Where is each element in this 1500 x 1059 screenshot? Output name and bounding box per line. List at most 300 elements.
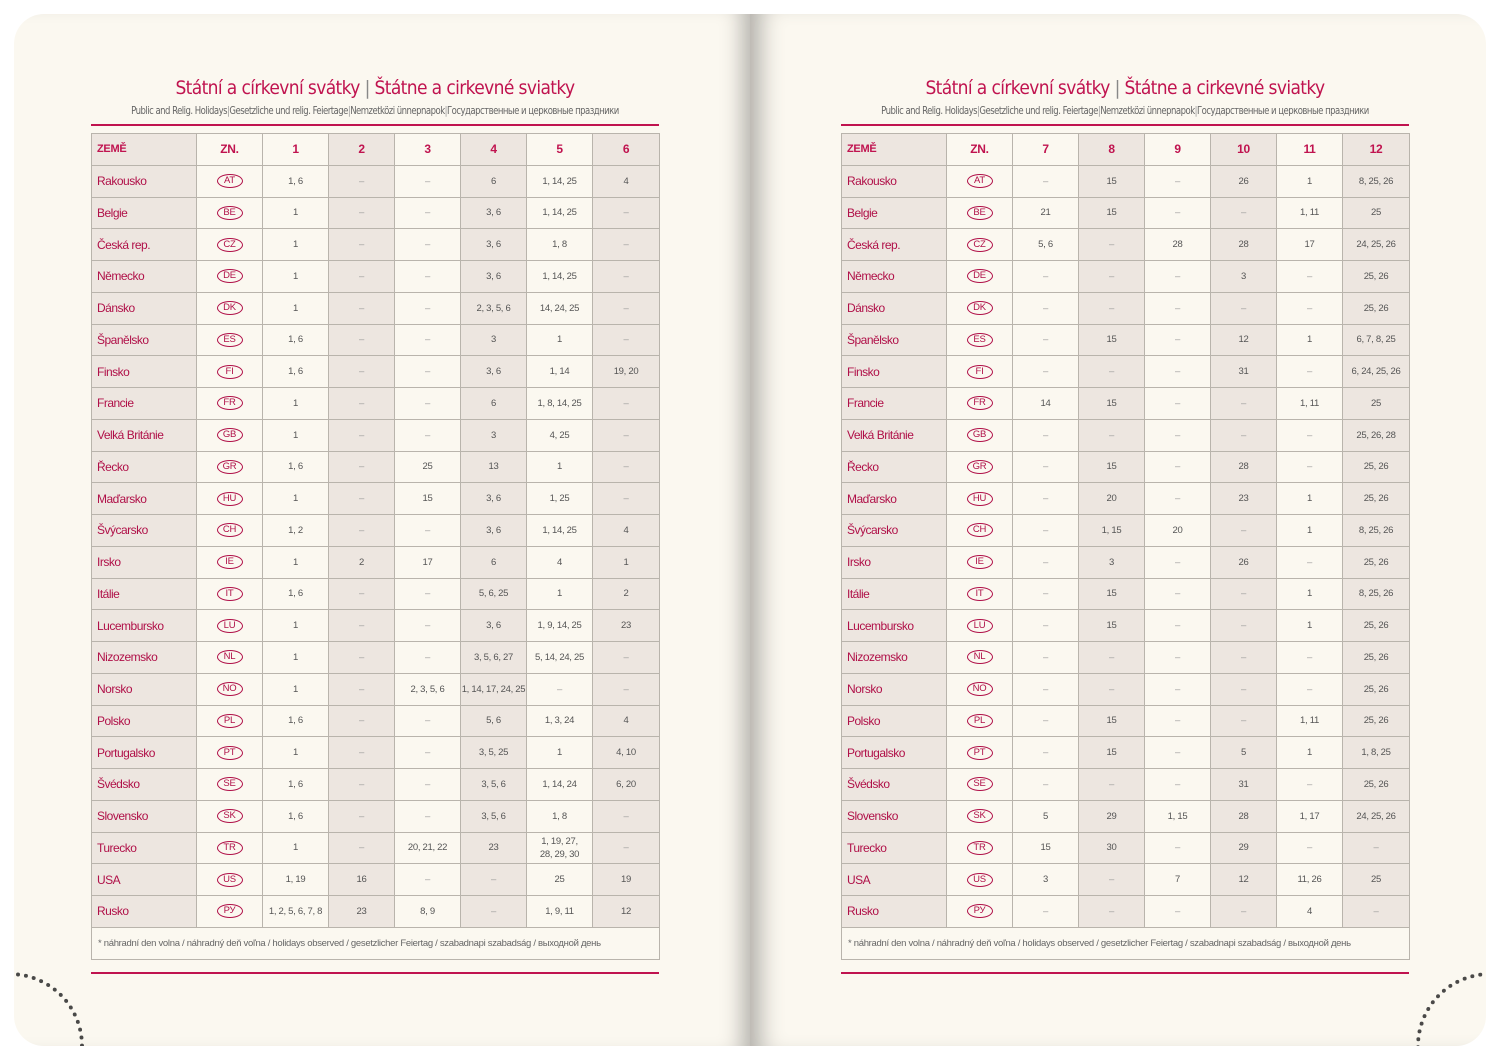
holiday-cell: 3, 5, 25	[461, 737, 527, 769]
holiday-cell: –	[329, 642, 395, 674]
country-code-badge: PL	[217, 714, 243, 728]
country-name: Finsko	[842, 356, 947, 388]
table-row	[842, 769, 1410, 801]
holiday-cell: –	[1145, 292, 1211, 324]
footer-rule	[91, 972, 659, 974]
header-month: 4	[461, 134, 527, 166]
holiday-cell: –	[593, 229, 660, 261]
subtitle-hu: Nemzetközi ünnepnapok	[350, 104, 445, 117]
country-name: Belgie	[92, 197, 197, 229]
holiday-cell: –	[1277, 356, 1343, 388]
holiday-cell: –	[329, 705, 395, 737]
table-row	[92, 737, 660, 769]
holiday-cell: 25, 26	[1343, 261, 1410, 293]
holiday-cell: –	[1277, 292, 1343, 324]
page-subtitle	[131, 103, 619, 119]
holiday-cell: –	[395, 419, 461, 451]
holiday-cell: 1, 11	[1277, 388, 1343, 420]
country-code-badge: PT	[967, 746, 993, 760]
country-code-cell	[197, 388, 263, 420]
holiday-cell: 3	[1079, 546, 1145, 578]
country-code-cell	[197, 642, 263, 674]
table-row	[92, 229, 660, 261]
country-code-cell	[197, 737, 263, 769]
country-name: Nizozemsko	[92, 642, 197, 674]
holiday-cell: –	[527, 673, 593, 705]
holiday-cell: 1, 8, 25	[1343, 737, 1410, 769]
country-code-badge: AT	[217, 174, 243, 188]
country-name: Švýcarsko	[92, 515, 197, 547]
holiday-cell: –	[593, 800, 660, 832]
holiday-cell: 26	[1211, 165, 1277, 197]
country-code-badge: РУ	[217, 904, 243, 918]
holiday-cell: –	[329, 515, 395, 547]
holiday-cell: 1, 8	[527, 800, 593, 832]
country-code-badge: DK	[217, 301, 243, 315]
country-name: Irsko	[92, 546, 197, 578]
subtitle-de: Gesetzliche und relig. Feiertage	[229, 104, 348, 117]
table-row	[842, 356, 1410, 388]
holiday-cell: –	[593, 261, 660, 293]
subtitle-separator: |	[227, 104, 230, 117]
holiday-cell: –	[395, 705, 461, 737]
holiday-cell: –	[329, 451, 395, 483]
country-code-badge: РУ	[967, 904, 993, 918]
holiday-cell: 15	[1079, 388, 1145, 420]
holiday-cell: 1, 6	[263, 356, 329, 388]
table-row	[842, 578, 1410, 610]
holiday-cell: 20	[1145, 515, 1211, 547]
holiday-cell: –	[1079, 419, 1145, 451]
holiday-cell: 1, 15	[1145, 800, 1211, 832]
holiday-cell: 25, 26	[1343, 610, 1410, 642]
holiday-cell: 1	[263, 832, 329, 864]
footnote: * náhradní den volna / náhradný deň voľna / holidays observed / gesetzlicher Feiertag / szabadnapi szabadság / выходной день	[842, 927, 1410, 959]
country-code-badge: BE	[967, 206, 993, 220]
holiday-cell: –	[1277, 546, 1343, 578]
country-code-badge: FI	[217, 365, 243, 379]
holiday-cell: –	[329, 229, 395, 261]
holiday-cell: 11, 26	[1277, 864, 1343, 896]
country-code-badge: DE	[967, 269, 993, 283]
holiday-cell: 6	[461, 546, 527, 578]
holiday-cell: –	[1145, 165, 1211, 197]
table-row	[842, 229, 1410, 261]
country-code-cell	[197, 229, 263, 261]
subtitle-separator: |	[1194, 104, 1197, 117]
holiday-cell: 26	[1211, 546, 1277, 578]
header-month: 3	[395, 134, 461, 166]
holiday-cell: 30	[1079, 832, 1145, 864]
country-code-cell	[947, 229, 1013, 261]
table-row	[842, 197, 1410, 229]
holiday-cell: –	[329, 737, 395, 769]
holiday-cell: 8, 9	[395, 896, 461, 928]
country-code-badge: FR	[217, 396, 243, 410]
table-row	[842, 324, 1410, 356]
holiday-cell: 6, 7, 8, 25	[1343, 324, 1410, 356]
holidays-table-right	[841, 133, 1410, 960]
holiday-cell: –	[1079, 864, 1145, 896]
holiday-cell: 25	[395, 451, 461, 483]
holiday-cell: 16	[329, 864, 395, 896]
holiday-cell: –	[1013, 610, 1079, 642]
table-row	[842, 737, 1410, 769]
holiday-cell: –	[329, 388, 395, 420]
holiday-cell: –	[329, 800, 395, 832]
holiday-cell: 24, 25, 26	[1343, 800, 1410, 832]
holiday-cell: 1	[527, 324, 593, 356]
holiday-cell: 1, 6	[263, 578, 329, 610]
holiday-cell: –	[1145, 483, 1211, 515]
country-name: Lucembursko	[842, 610, 947, 642]
table-row	[92, 419, 660, 451]
country-code-cell	[197, 165, 263, 197]
table-row	[92, 292, 660, 324]
country-code-badge: IT	[217, 587, 243, 601]
subtitle-de: Gesetzliche und relig. Feiertage	[979, 104, 1098, 117]
holiday-cell: –	[1145, 546, 1211, 578]
country-code-badge: HU	[967, 492, 993, 506]
holiday-cell: 15	[1013, 832, 1079, 864]
country-code-cell	[947, 832, 1013, 864]
country-code-cell	[197, 864, 263, 896]
holiday-cell: –	[329, 197, 395, 229]
table-row	[842, 864, 1410, 896]
holiday-cell: –	[395, 292, 461, 324]
holiday-cell: –	[1277, 769, 1343, 801]
holiday-cell: 1, 6	[263, 769, 329, 801]
holiday-cell: –	[329, 610, 395, 642]
holiday-cell: –	[1211, 578, 1277, 610]
holiday-cell: 19, 20	[593, 356, 660, 388]
country-code-badge: CZ	[967, 238, 993, 252]
header-month: 6	[593, 134, 660, 166]
holiday-cell: –	[1079, 673, 1145, 705]
holiday-cell: –	[395, 165, 461, 197]
table-row	[842, 832, 1410, 864]
holiday-cell: 4	[527, 546, 593, 578]
country-code-cell	[197, 419, 263, 451]
table-row	[92, 610, 660, 642]
subtitle-ru: Государственные и церковные праздники	[446, 104, 619, 117]
holiday-cell: 28	[1145, 229, 1211, 261]
holiday-cell: 31	[1211, 769, 1277, 801]
holiday-cell: 23	[461, 832, 527, 864]
country-code-badge: DK	[967, 301, 993, 315]
table-header-row	[842, 134, 1410, 166]
holiday-cell: –	[329, 324, 395, 356]
holidays-table-left	[91, 133, 660, 960]
holiday-cell: –	[329, 769, 395, 801]
holiday-cell: –	[1013, 578, 1079, 610]
holiday-cell: 1, 2, 5, 6, 7, 8	[263, 896, 329, 928]
holiday-cell: 1	[1277, 324, 1343, 356]
holiday-cell: 24, 25, 26	[1343, 229, 1410, 261]
holiday-cell: 1, 8	[527, 229, 593, 261]
holiday-cell: 2	[329, 546, 395, 578]
holiday-cell: 21	[1013, 197, 1079, 229]
holiday-cell: 15	[1079, 705, 1145, 737]
holiday-cell: –	[395, 197, 461, 229]
holiday-cell: –	[1211, 896, 1277, 928]
table-row	[842, 610, 1410, 642]
country-code-cell	[947, 578, 1013, 610]
holiday-cell: –	[395, 324, 461, 356]
header-month: 1	[263, 134, 329, 166]
table-row	[92, 388, 660, 420]
holiday-cell: –	[1013, 515, 1079, 547]
holiday-cell: 1, 11	[1277, 705, 1343, 737]
header-month: 2	[329, 134, 395, 166]
holiday-cell: 1, 6	[263, 451, 329, 483]
country-code-cell	[197, 896, 263, 928]
holiday-cell: 3, 5, 6	[461, 800, 527, 832]
holiday-cell: –	[1145, 769, 1211, 801]
table-row	[92, 261, 660, 293]
holiday-cell: –	[395, 737, 461, 769]
holiday-cell: –	[1079, 261, 1145, 293]
holiday-cell: 3	[1211, 261, 1277, 293]
holiday-cell: –	[1079, 769, 1145, 801]
holiday-cell: –	[593, 483, 660, 515]
subtitle-en: Public and Relig. Holidays	[131, 104, 228, 117]
country-name: Turecko	[842, 832, 947, 864]
title-cz: Státní a církevní svátky	[175, 77, 360, 99]
holiday-cell: –	[1145, 705, 1211, 737]
country-name: Norsko	[842, 673, 947, 705]
table-row	[92, 642, 660, 674]
table-row	[92, 515, 660, 547]
holiday-cell: –	[593, 197, 660, 229]
holiday-cell: 4, 25	[527, 419, 593, 451]
holiday-cell: 1, 17	[1277, 800, 1343, 832]
country-code-badge: ES	[217, 333, 243, 347]
table-row	[842, 483, 1410, 515]
holiday-cell: –	[1145, 261, 1211, 293]
country-name: Polsko	[842, 705, 947, 737]
right-page-content	[841, 76, 1409, 974]
holiday-cell: 28	[1211, 229, 1277, 261]
country-code-badge: SE	[967, 777, 993, 791]
holiday-cell: –	[329, 292, 395, 324]
holiday-cell: –	[1145, 832, 1211, 864]
holiday-cell: 1, 14, 25	[527, 515, 593, 547]
country-code-badge: GR	[217, 460, 243, 474]
holiday-cell: 1	[263, 419, 329, 451]
country-code-cell	[197, 673, 263, 705]
holiday-cell: 2	[593, 578, 660, 610]
holiday-cell: 25, 26	[1343, 642, 1410, 674]
holiday-cell: 1, 14, 25	[527, 165, 593, 197]
holiday-cell: 8, 25, 26	[1343, 578, 1410, 610]
country-code-cell	[947, 515, 1013, 547]
country-code-cell	[947, 197, 1013, 229]
holiday-cell: 2, 3, 5, 6	[461, 292, 527, 324]
holiday-cell: 1, 14, 24	[527, 769, 593, 801]
country-code-cell	[197, 483, 263, 515]
holiday-cell: 23	[593, 610, 660, 642]
country-code-cell	[947, 800, 1013, 832]
table-row	[92, 705, 660, 737]
country-code-cell	[197, 832, 263, 864]
holiday-cell: 4	[593, 165, 660, 197]
holiday-cell: –	[1145, 356, 1211, 388]
holiday-cell: –	[1013, 165, 1079, 197]
country-name: Česká rep.	[842, 229, 947, 261]
holiday-cell: 1	[1277, 165, 1343, 197]
holiday-cell: 1, 6	[263, 800, 329, 832]
table-row	[842, 515, 1410, 547]
table-row	[842, 292, 1410, 324]
holiday-cell: 4	[1277, 896, 1343, 928]
decorative-dotted-arc	[14, 972, 84, 1046]
holiday-cell: 1, 25	[527, 483, 593, 515]
holiday-cell: 1	[263, 673, 329, 705]
header-country: ZEMĚ	[842, 134, 947, 166]
holiday-cell: –	[1013, 483, 1079, 515]
country-name: Španělsko	[842, 324, 947, 356]
holiday-cell: 1, 6	[263, 705, 329, 737]
holiday-cell: 4, 10	[593, 737, 660, 769]
country-name: Švédsko	[842, 769, 947, 801]
country-code-badge: NO	[217, 682, 243, 696]
holiday-cell: –	[1145, 642, 1211, 674]
holiday-cell: –	[1013, 261, 1079, 293]
holiday-cell: –	[1145, 451, 1211, 483]
holiday-cell: 1	[263, 197, 329, 229]
country-name: Slovensko	[92, 800, 197, 832]
title-cz: Státní a církevní svátky	[925, 77, 1110, 99]
footnote: * náhradní den volna / náhradný deň voľna / holidays observed / gesetzlicher Feiertag / szabadnapi szabadság / выходной день	[92, 927, 660, 959]
country-name: Rusko	[842, 896, 947, 928]
country-code-badge: LU	[217, 619, 243, 633]
country-code-cell	[947, 864, 1013, 896]
holiday-cell: –	[329, 356, 395, 388]
right-page	[750, 14, 1486, 1046]
holiday-cell: –	[1145, 578, 1211, 610]
country-code-badge: NO	[967, 682, 993, 696]
holiday-cell: –	[395, 769, 461, 801]
country-code-badge: PT	[217, 746, 243, 760]
table-row	[92, 769, 660, 801]
country-code-cell	[947, 292, 1013, 324]
holiday-cell: –	[1211, 673, 1277, 705]
table-row	[92, 578, 660, 610]
table-row	[842, 165, 1410, 197]
holiday-cell: 28	[1211, 451, 1277, 483]
holiday-cell: 1	[263, 292, 329, 324]
holiday-cell: 3, 6	[461, 483, 527, 515]
holiday-cell: 1	[1277, 737, 1343, 769]
country-code-badge: SK	[217, 809, 243, 823]
subtitle-separator: |	[977, 104, 980, 117]
holiday-cell: 1	[263, 546, 329, 578]
holiday-cell: 1, 14	[527, 356, 593, 388]
holiday-cell: 25, 26	[1343, 451, 1410, 483]
holiday-cell: –	[329, 578, 395, 610]
country-code-badge: ES	[967, 333, 993, 347]
country-code-cell	[197, 261, 263, 293]
header-month: 8	[1079, 134, 1145, 166]
holiday-cell: 3, 6	[461, 515, 527, 547]
country-code-badge: IE	[967, 555, 993, 569]
table-row	[92, 546, 660, 578]
country-code-badge: NL	[217, 650, 243, 664]
country-code-cell	[947, 483, 1013, 515]
subtitle-en: Public and Relig. Holidays	[881, 104, 978, 117]
country-code-badge: GB	[967, 428, 993, 442]
footnote-row	[842, 927, 1410, 959]
country-code-badge: CH	[967, 523, 993, 537]
header-month: 12	[1343, 134, 1410, 166]
holiday-cell: 1	[263, 229, 329, 261]
holiday-cell: 3, 6	[461, 261, 527, 293]
holiday-cell: –	[1079, 896, 1145, 928]
holiday-cell: 6, 20	[593, 769, 660, 801]
table-row	[842, 896, 1410, 928]
holiday-cell: –	[1277, 451, 1343, 483]
country-code-cell	[197, 515, 263, 547]
holiday-cell: 5, 6, 25	[461, 578, 527, 610]
holiday-cell: 19	[593, 864, 660, 896]
holiday-cell: –	[1145, 610, 1211, 642]
holiday-cell: –	[1013, 546, 1079, 578]
country-code-cell	[947, 769, 1013, 801]
country-name: Španělsko	[92, 324, 197, 356]
country-name: Slovensko	[842, 800, 947, 832]
holiday-cell: 28	[1211, 800, 1277, 832]
country-code-cell	[197, 578, 263, 610]
holiday-cell: –	[1145, 896, 1211, 928]
table-row	[92, 165, 660, 197]
holiday-cell: 1	[1277, 515, 1343, 547]
holiday-cell: –	[1145, 197, 1211, 229]
country-code-badge: SK	[967, 809, 993, 823]
holiday-cell: –	[1211, 705, 1277, 737]
holiday-cell: 1	[263, 261, 329, 293]
holiday-cell: –	[593, 451, 660, 483]
holiday-cell: –	[1343, 832, 1410, 864]
country-code-cell	[947, 610, 1013, 642]
country-code-badge: NL	[967, 650, 993, 664]
holiday-cell: 3	[461, 419, 527, 451]
country-code-badge: TR	[967, 841, 993, 855]
holiday-cell: 15	[1079, 165, 1145, 197]
holiday-cell: –	[1277, 832, 1343, 864]
holiday-cell: –	[593, 292, 660, 324]
holiday-cell: 3	[1013, 864, 1079, 896]
holiday-cell: 17	[395, 546, 461, 578]
holiday-cell: 25, 26, 28	[1343, 419, 1410, 451]
holiday-cell: 1, 6	[263, 165, 329, 197]
country-name: Řecko	[92, 451, 197, 483]
holiday-cell: –	[1013, 292, 1079, 324]
holiday-cell: 25, 26	[1343, 546, 1410, 578]
holiday-cell: –	[329, 483, 395, 515]
holiday-cell: 23	[1211, 483, 1277, 515]
country-code-badge: TR	[217, 841, 243, 855]
table-row	[842, 673, 1410, 705]
table-row	[842, 800, 1410, 832]
holiday-cell: –	[593, 832, 660, 864]
country-code-cell	[197, 197, 263, 229]
holiday-cell: 1	[527, 737, 593, 769]
holiday-cell: 1, 14, 17, 24, 25	[461, 673, 527, 705]
country-code-badge: FI	[967, 365, 993, 379]
holiday-cell: 8, 25, 26	[1343, 165, 1410, 197]
holiday-cell: 15	[1079, 197, 1145, 229]
